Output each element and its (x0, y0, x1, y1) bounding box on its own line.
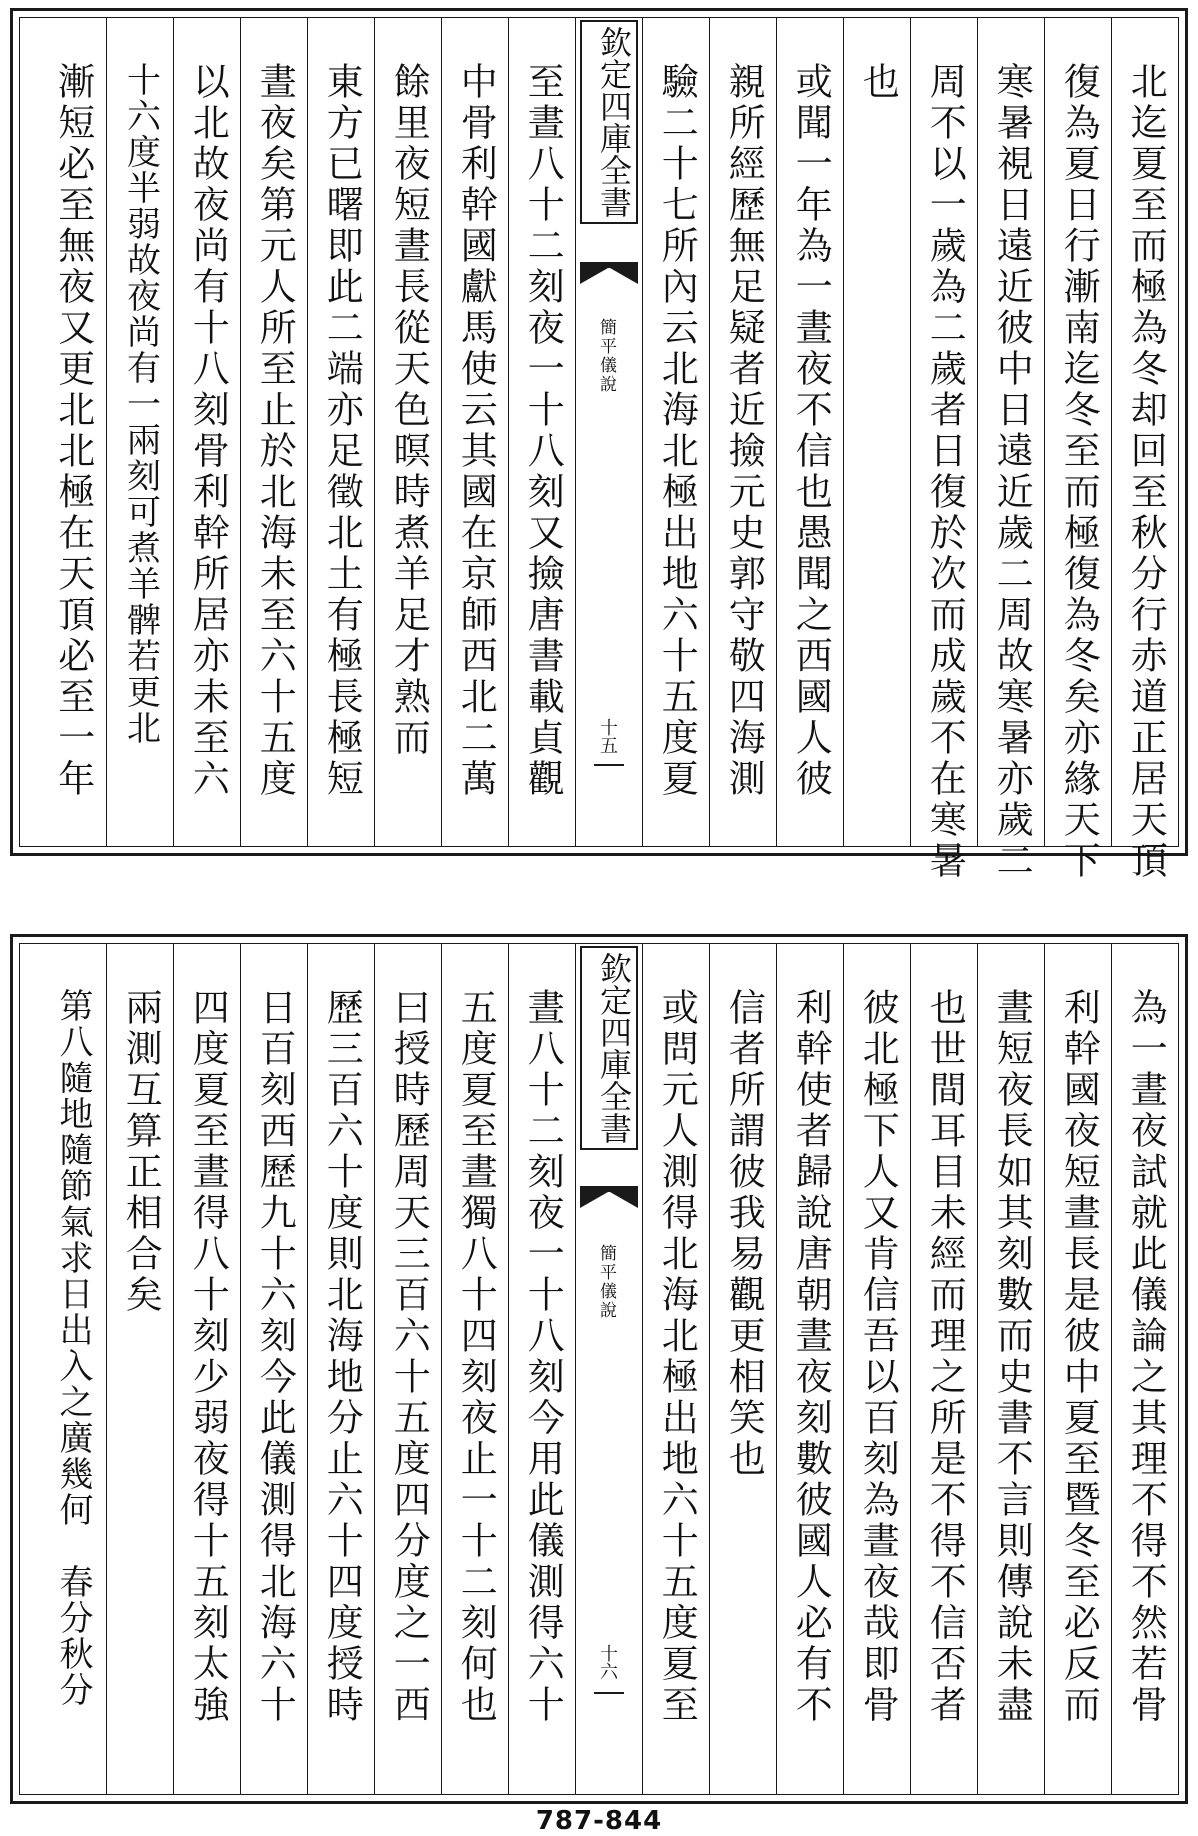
column-text: 四度夏至晝得八十刻少弱夜得十五刻太強 (186, 988, 230, 1726)
text-column (173, 18, 240, 846)
center-rule (594, 764, 624, 766)
bottom-page-frame (19, 943, 1179, 1795)
column-text: 歷三百六十度則北海地分止六十四度授時 (320, 988, 364, 1726)
column-text: 至晝八十二刻夜一十八刻又撿唐書載貞觀 (521, 62, 565, 800)
column-text: 利幹國夜短晝長是彼中夏至暨冬至必反而 (1057, 988, 1101, 1726)
text-column (307, 944, 374, 1794)
column-text: 日百刻西歷九十六刻今此儀測得北海六十 (253, 988, 297, 1726)
top-page-frame (19, 17, 1179, 882)
column-text: 寒暑視日遠近彼中日遠近歲二周故寒暑亦歲二 (990, 62, 1034, 882)
text-column (1044, 18, 1111, 882)
column-text: 為一晝夜試就此儀論之其理不得不然若骨 (1124, 988, 1168, 1726)
text-column (642, 944, 709, 1794)
column-text: 餘里夜短晝長從天色暝時煮羊足才熟而 (387, 62, 431, 759)
center-fold (575, 944, 642, 1794)
top-columns (20, 18, 1178, 882)
text-column (843, 18, 910, 846)
text-column (39, 18, 106, 846)
text-column (106, 18, 173, 846)
column-text: 東方已曙即此二端亦足徵北土有極長極短 (320, 62, 364, 800)
top-page-panel (10, 8, 1188, 882)
book-title: 欽定四庫全書 (580, 20, 638, 224)
column-text: 以北故夜尚有十八刻骨利幹所居亦未至六 (186, 62, 230, 800)
column-text: 十六度半弱故夜尚有一兩刻可煮羊髀若更北 (120, 62, 161, 746)
fishtail-mark (580, 262, 638, 284)
column-text: 也世間耳目未經而理之所是不得不信否者 (923, 988, 967, 1726)
column-text: 親所經歷無足疑者近撿元史郭守敬四海測 (722, 62, 766, 800)
column-text: 第八隨地隨節氣求日出入之廣幾何 春分秋分 (53, 988, 94, 1708)
text-column (240, 18, 307, 846)
center-fold (575, 18, 642, 846)
text-column (776, 18, 843, 846)
text-column (709, 944, 776, 1794)
text-column (508, 18, 575, 846)
column-text: 利幹使者歸說唐朝晝夜刻數彼國人必有不 (789, 988, 833, 1726)
bottom-page-panel (10, 934, 1188, 1804)
book-title: 欽定四庫全書 (580, 946, 638, 1150)
column-text: 驗二十七所內云北海北極出地六十五度夏 (655, 62, 699, 800)
text-column (1111, 944, 1178, 1794)
text-column (173, 944, 240, 1794)
text-column (39, 944, 106, 1794)
text-column (709, 18, 776, 846)
text-column (441, 18, 508, 846)
column-text: 晝夜矣第元人所至止於北海未至六十五度 (253, 62, 297, 800)
column-text: 或問元人測得北海北極出地六十五度夏至 (655, 988, 699, 1726)
text-column (843, 944, 910, 1794)
text-column (1044, 944, 1111, 1794)
column-text: 信者所謂彼我易觀更相笑也 (722, 988, 766, 1480)
column-text: 曰授時歷周天三百六十五度四分度之一西 (387, 988, 431, 1726)
page-footer-number: 787-844 (535, 1806, 663, 1836)
column-text: 復為夏日行漸南迄冬至而極復為冬矣亦緣天下 (1057, 62, 1101, 882)
bottom-columns (20, 944, 1178, 1794)
text-column (977, 18, 1044, 882)
page-number: 十六 (597, 1644, 618, 1680)
column-text: 中骨利幹國獻馬使云其國在京師西北二萬 (454, 62, 498, 800)
section-title: 簡平儀說 (596, 318, 616, 394)
column-text: 晝短夜長如其刻數而史書不言則傳說未盡 (990, 988, 1034, 1726)
text-column (910, 18, 977, 882)
text-column (240, 944, 307, 1794)
column-text: 晝八十二刻夜一十八刻今用此儀測得六十 (521, 988, 565, 1726)
text-column (977, 944, 1044, 1794)
text-column (910, 944, 977, 1794)
text-column (1111, 18, 1178, 882)
text-column (307, 18, 374, 846)
section-title: 簡平儀說 (596, 1244, 616, 1320)
column-text: 也 (856, 62, 900, 103)
text-column (508, 944, 575, 1794)
text-column (106, 944, 173, 1794)
text-column (776, 944, 843, 1794)
fishtail-mark (580, 1186, 638, 1208)
column-text: 或聞一年為一晝夜不信也愚聞之西國人彼 (789, 62, 833, 800)
column-text: 北迄夏至而極為冬却回至秋分行赤道正居天頂 (1124, 62, 1168, 882)
text-column (441, 944, 508, 1794)
column-text: 五度夏至晝獨八十四刻夜止一十二刻何也 (454, 988, 498, 1726)
column-text: 漸短必至無夜又更北北極在天頂必至一年 (51, 62, 95, 800)
text-column (642, 18, 709, 846)
text-column (374, 18, 441, 846)
center-rule (594, 1692, 624, 1694)
text-column (374, 944, 441, 1794)
page-number: 十五 (597, 718, 618, 754)
column-text: 兩測互算正相合矣 (119, 988, 163, 1316)
column-text: 彼北極下人又肯信吾以百刻為晝夜哉即骨 (856, 988, 900, 1726)
column-text: 周不以一歲為二歲者日復於次而成歲不在寒暑 (923, 62, 967, 882)
